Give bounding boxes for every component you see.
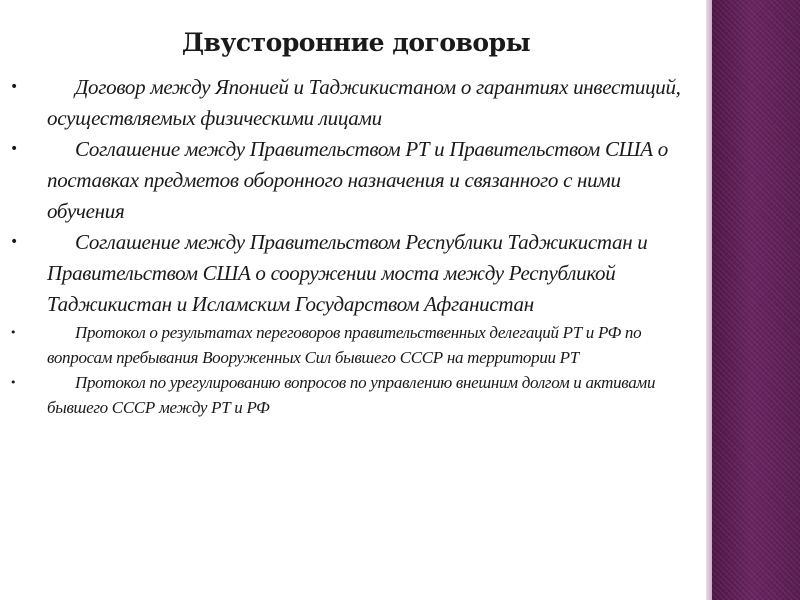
list-item-text: Соглашение между Правительством РТ и Правительством США о поставках предметов оборонного назначения и связанного с ними обучения	[47, 137, 668, 223]
list-item	[10, 370, 700, 420]
slide-title: Двусторонние договоры	[181, 28, 531, 57]
bullet-icon: •	[10, 376, 17, 389]
decorative-sidebar	[712, 0, 800, 600]
bullet-icon: •	[10, 141, 18, 157]
list-item-text: Протокол по урегулированию вопросов по управлению внешним долгом и активами бывшего СССР между РТ и РФ	[47, 373, 656, 417]
list-item-text: Соглашение между Правительством Республики Таджикистан и Правительством США о сооружении моста между Республикой Таджикистан и Исламским Государством Афганистан	[47, 230, 648, 316]
list-item-text: Договор между Японией и Таджикистаном о гарантиях инвестиций, осуществляемых физическими лицами	[47, 75, 681, 130]
bullet-icon: •	[10, 234, 18, 250]
list-item-text: Протокол о результатах переговоров правительственных делегаций РТ и РФ по вопросам пребывания Вооруженных Сил бывшего СССР на территории РТ	[47, 323, 642, 367]
bullet-list	[10, 72, 700, 420]
list-item	[10, 227, 700, 320]
list-item	[10, 320, 700, 370]
list-item	[10, 72, 700, 134]
bullet-icon: •	[10, 79, 18, 95]
bullet-icon: •	[10, 326, 17, 339]
list-item	[10, 134, 700, 227]
